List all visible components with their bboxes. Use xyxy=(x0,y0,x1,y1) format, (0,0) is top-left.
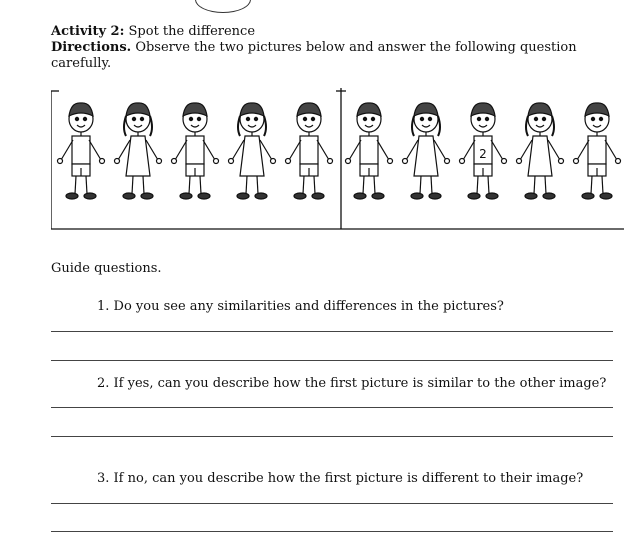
answer-line[interactable] xyxy=(51,436,613,437)
boy-figure xyxy=(286,103,333,199)
activity-header xyxy=(51,24,611,72)
answer-line[interactable] xyxy=(51,407,613,408)
question-2: 2. If yes, can you describe how the first picture is similar to the other image? xyxy=(97,376,607,391)
decorative-arc xyxy=(195,0,251,13)
shirt-number: 2 xyxy=(479,147,487,161)
boy-figure xyxy=(172,103,219,199)
spot-the-difference-picture xyxy=(51,88,624,230)
question-3: 3. If no, can you describe how the first picture is different to their image? xyxy=(97,471,584,486)
directions-label: Directions. xyxy=(51,40,132,55)
right-picture-panel xyxy=(346,103,621,199)
girl-figure xyxy=(229,103,276,199)
girl-figure xyxy=(115,103,162,199)
answer-line[interactable] xyxy=(51,360,613,361)
girl-figure xyxy=(517,103,564,199)
question-1: 1. Do you see any similarities and differences in the pictures? xyxy=(97,299,504,314)
activity-label: Activity 2: xyxy=(51,24,125,39)
boy-figure xyxy=(574,103,621,199)
answer-line[interactable] xyxy=(51,503,613,504)
activity-title: Spot the difference xyxy=(128,24,256,39)
left-picture-panel xyxy=(58,103,333,199)
girl-figure xyxy=(403,103,450,199)
boy-figure xyxy=(58,103,105,199)
directions-text: Observe the two pictures below and answer the following question carefully. xyxy=(51,40,577,71)
boy-figure xyxy=(346,103,393,199)
answer-line[interactable] xyxy=(51,531,613,532)
answer-line[interactable] xyxy=(51,331,613,332)
directions-line xyxy=(51,40,611,72)
activity-title-line xyxy=(51,24,611,40)
boy-figure xyxy=(460,103,507,199)
guide-questions-title: Guide questions. xyxy=(51,261,162,276)
